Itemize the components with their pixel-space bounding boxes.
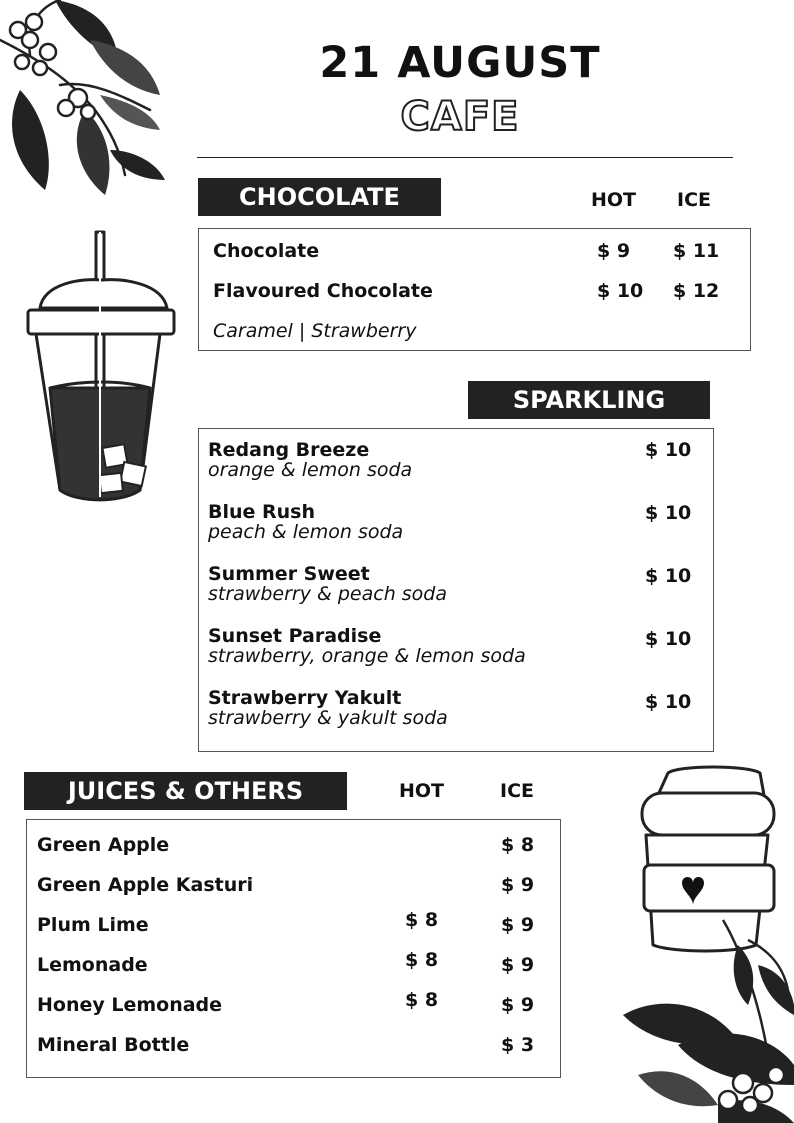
- menu-item-name: Mineral Bottle: [37, 1034, 190, 1056]
- menu-item-ice-price: $ 8: [501, 834, 535, 856]
- menu-item-price: $ 10: [645, 691, 692, 713]
- juices-ice-header: ICE: [500, 780, 534, 802]
- menu-item-price: $ 10: [645, 502, 692, 524]
- chocolate-ice-header: ICE: [677, 189, 711, 211]
- menu-item-name: Chocolate: [213, 240, 320, 262]
- menu-item-ice-price: $ 3: [501, 1034, 535, 1056]
- menu-item-hot-price: $ 10: [597, 280, 644, 302]
- menu-item-name: Green Apple Kasturi: [37, 874, 254, 896]
- menu-item-hot-price: $ 8: [405, 949, 439, 971]
- menu-item-hot-price: $ 8: [405, 909, 439, 931]
- menu-item-price: $ 10: [645, 439, 692, 461]
- menu-item-hot-price: $ 8: [405, 989, 439, 1011]
- header-divider: [197, 157, 733, 158]
- menu-item-price: $ 10: [645, 628, 692, 650]
- menu-item-name: Lemonade: [37, 954, 148, 976]
- coffee-cup-with-leaves-icon: [618, 765, 794, 1123]
- chocolate-hot-header: HOT: [591, 189, 637, 211]
- menu-item-ice-price: $ 11: [673, 240, 720, 262]
- chocolate-section-heading: CHOCOLATE: [198, 178, 441, 216]
- menu-item-name: Green Apple: [37, 834, 170, 856]
- menu-item-name: Summer Sweet: [208, 563, 370, 585]
- menu-item-description: orange & lemon soda: [208, 459, 413, 481]
- menu-item-hot-price: $ 9: [597, 240, 631, 262]
- menu-item-description: strawberry, orange & lemon soda: [208, 645, 526, 667]
- menu-item-name: Plum Lime: [37, 914, 149, 936]
- page-subtitle: CAFE: [400, 94, 520, 140]
- menu-item-name: Redang Breeze: [208, 439, 370, 461]
- menu-item-description: strawberry & peach soda: [208, 583, 448, 605]
- flavour-options-note: Caramel | Strawberry: [213, 320, 417, 342]
- menu-item-ice-price: $ 9: [501, 874, 535, 896]
- menu-item-description: strawberry & yakult soda: [208, 707, 448, 729]
- juices-section-heading: JUICES & OTHERS: [24, 772, 347, 810]
- menu-item-name: Sunset Paradise: [208, 625, 382, 647]
- menu-item-name: Strawberry Yakult: [208, 687, 402, 709]
- menu-item-ice-price: $ 9: [501, 914, 535, 936]
- menu-item-name: Blue Rush: [208, 501, 316, 523]
- menu-item-name: Flavoured Chocolate: [213, 280, 433, 302]
- juices-hot-header: HOT: [399, 780, 445, 802]
- sparkling-section-heading: SPARKLING: [468, 381, 710, 419]
- menu-item-price: $ 10: [645, 565, 692, 587]
- menu-item-ice-price: $ 9: [501, 954, 535, 976]
- menu-item-name: Honey Lemonade: [37, 994, 223, 1016]
- menu-item-description: peach & lemon soda: [208, 521, 404, 543]
- iced-drink-cup-icon: [22, 228, 182, 508]
- menu-item-ice-price: $ 12: [673, 280, 720, 302]
- page-title: 21 AUGUST: [319, 38, 601, 88]
- menu-item-ice-price: $ 9: [501, 994, 535, 1016]
